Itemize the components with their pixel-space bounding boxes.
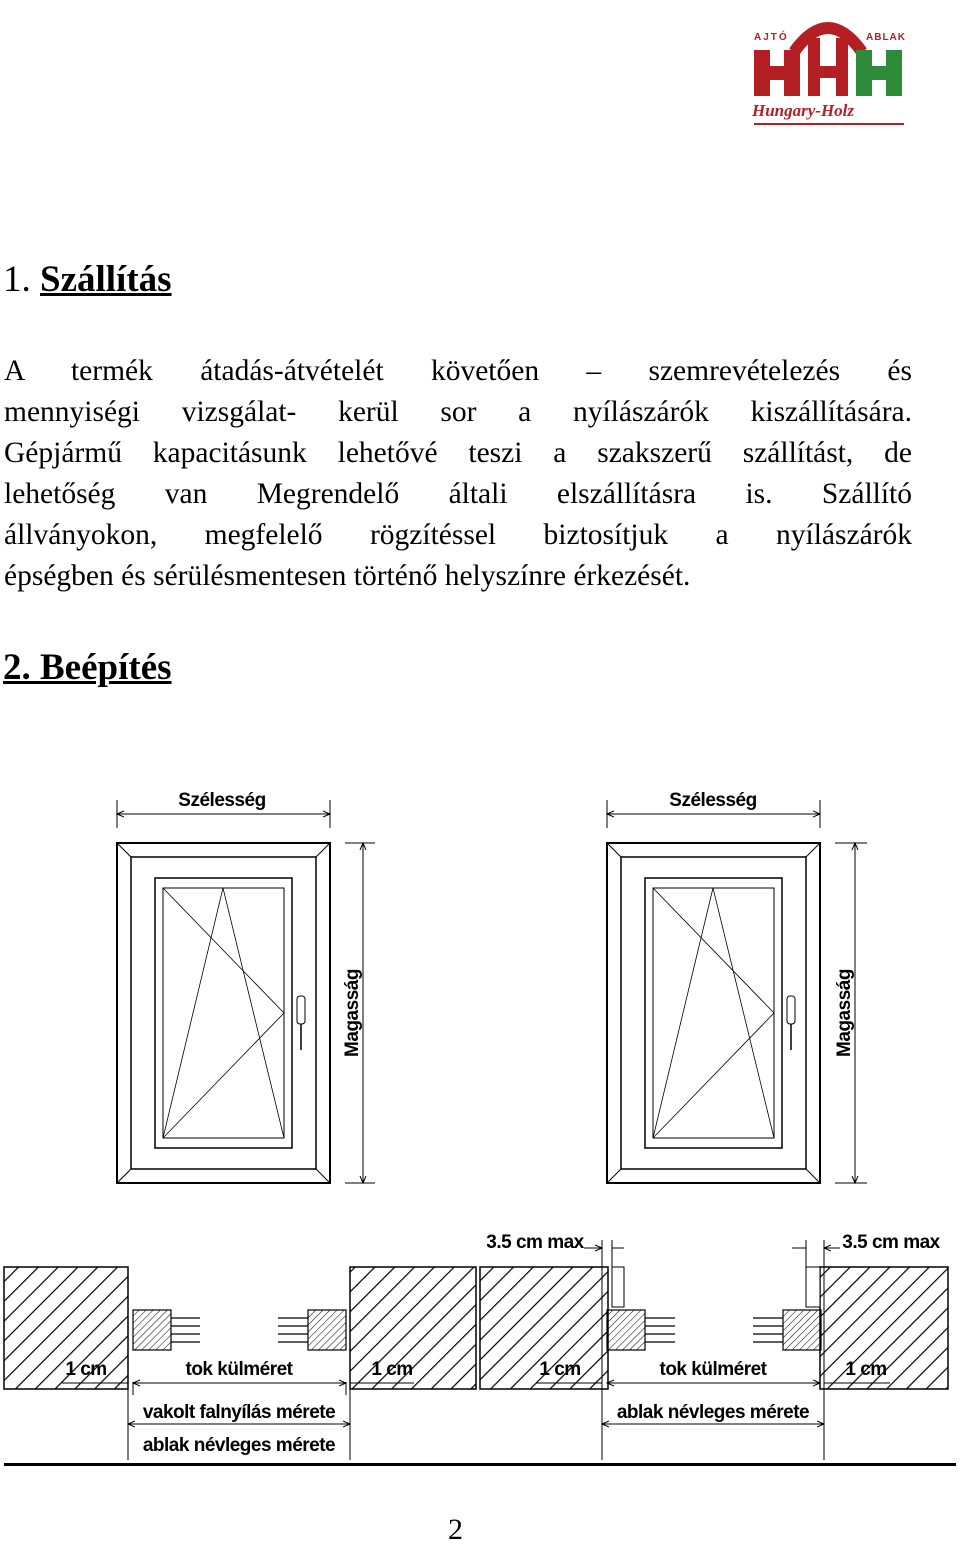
left-gap-left-label: 1 cm — [65, 1359, 107, 1380]
left-window-handle-icon — [297, 996, 305, 1024]
left-frame-profile-left-icon — [133, 1310, 200, 1350]
left-nominal-label: ablak névleges mérete — [142, 1435, 336, 1456]
section-2-heading: 2. Beépítés — [3, 647, 172, 688]
right-frame-profile-right-icon — [753, 1310, 821, 1350]
right-height-label: Magasság — [834, 969, 855, 1057]
installation-drawing — [0, 770, 960, 1470]
page-number: 2 — [448, 1513, 463, 1546]
footer-divider — [4, 1463, 956, 1466]
left-window-elevation — [117, 790, 375, 1183]
section-1-heading — [3, 258, 172, 301]
right-gap-left-label: 1 cm — [539, 1359, 581, 1380]
right-max-left-label: 3.5 cm max — [486, 1232, 584, 1253]
left-width-label: Szélesség — [178, 790, 266, 811]
paragraph-line: lehetőség van Megrendelő általi elszállításra is. Szállító — [4, 478, 912, 510]
right-frame-profile-left-icon — [607, 1310, 675, 1350]
right-gap-right-label: 1 cm — [845, 1359, 887, 1380]
left-height-label: Magasság — [342, 969, 363, 1057]
left-opening-label: vakolt falnyílás mérete — [142, 1402, 336, 1423]
left-gap-right-label: 1 cm — [371, 1359, 413, 1380]
paragraph-line: állványokon, megfelelő rögzítéssel biztosítjuk a nyílászárók — [4, 519, 912, 551]
paragraph-line: mennyiségi vizsgálat- kerül sor a nyílászárók kiszállítására. — [4, 396, 912, 428]
right-max-right-label: 3.5 cm max — [842, 1232, 940, 1253]
right-frame-size-label: tok külméret — [659, 1359, 767, 1380]
right-nominal-label: ablak névleges mérete — [616, 1402, 810, 1423]
paragraph-line: A termék átadás-átvételét követően – szemrevételezés és — [4, 355, 912, 387]
right-window-handle-icon — [787, 996, 795, 1024]
section-1-number: 1. — [3, 259, 31, 300]
paragraph-line: épségben és sérülésmentesen történő helyszínre érkezését. — [4, 560, 691, 592]
logo-brand-name: Hungary-Holz — [752, 101, 855, 120]
logo-text-ablak: ABLAK — [866, 32, 906, 43]
right-width-label: Szélesség — [669, 790, 757, 811]
section-1-paragraph — [4, 351, 912, 597]
left-frame-profile-right-icon — [278, 1310, 346, 1350]
wall-sections — [4, 1240, 948, 1460]
left-frame-size-label: tok külméret — [185, 1359, 293, 1380]
company-logo — [748, 6, 910, 128]
logo-text-ajto: AJTÓ — [754, 32, 789, 43]
right-window-elevation — [607, 790, 867, 1183]
section-1-title: Szállítás — [40, 259, 172, 300]
paragraph-line: Gépjármű kapacitásunk lehetővé teszi a szakszerű szállítást, de — [4, 437, 912, 469]
